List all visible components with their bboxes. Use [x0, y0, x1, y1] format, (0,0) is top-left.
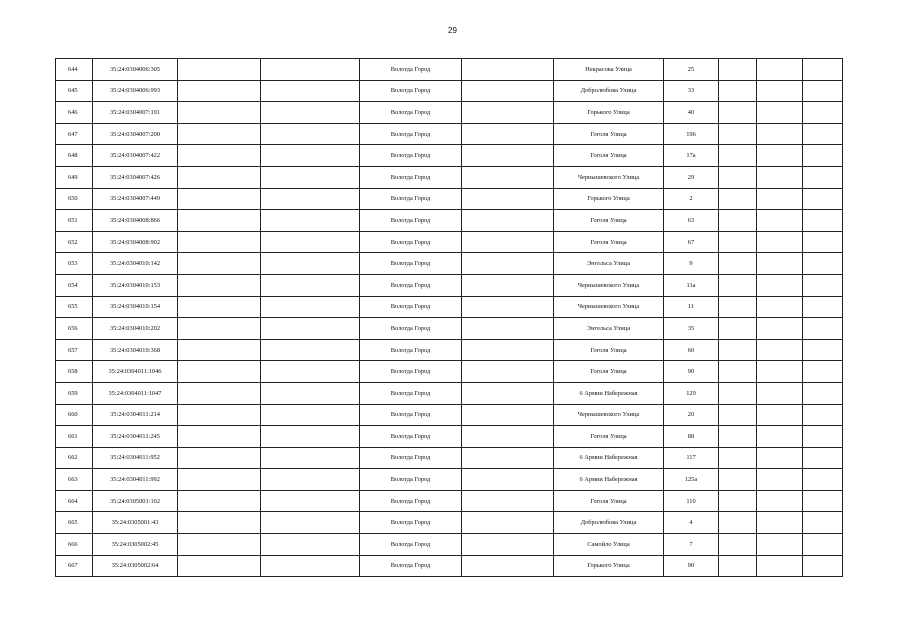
- table-row: [56, 231, 843, 253]
- empty-cell: [462, 426, 554, 448]
- empty-cell: [719, 253, 757, 275]
- empty-cell: [719, 145, 757, 167]
- row-number-cell: 662: [56, 447, 93, 469]
- empty-cell: [719, 382, 757, 404]
- city-cell: Вологда Город: [360, 426, 462, 448]
- empty-cell: [757, 80, 803, 102]
- empty-cell: [462, 296, 554, 318]
- row-number-cell: 644: [56, 59, 93, 81]
- empty-cell: [178, 123, 261, 145]
- table-row: [56, 253, 843, 275]
- empty-cell: [178, 188, 261, 210]
- house-number-cell: 7: [664, 534, 719, 556]
- cadastral-number-cell: 35:24:0304007:200: [93, 123, 178, 145]
- empty-cell: [803, 490, 843, 512]
- empty-cell: [261, 361, 360, 383]
- cadastral-number-cell: 35:24:0304010:368: [93, 339, 178, 361]
- empty-cell: [261, 490, 360, 512]
- empty-cell: [719, 274, 757, 296]
- empty-cell: [803, 426, 843, 448]
- house-number-cell: 63: [664, 210, 719, 232]
- empty-cell: [462, 231, 554, 253]
- street-cell: Добролюбова Улица: [554, 512, 664, 534]
- table-row: [56, 166, 843, 188]
- empty-cell: [462, 59, 554, 81]
- empty-cell: [757, 59, 803, 81]
- empty-cell: [261, 253, 360, 275]
- empty-cell: [462, 274, 554, 296]
- city-cell: Вологда Город: [360, 534, 462, 556]
- table-row: [56, 404, 843, 426]
- street-cell: Чернышевского Улица: [554, 404, 664, 426]
- empty-cell: [178, 318, 261, 340]
- cadastral-number-cell: 35:24:0304010:154: [93, 296, 178, 318]
- empty-cell: [719, 210, 757, 232]
- row-number-cell: 663: [56, 469, 93, 491]
- city-cell: Вологда Город: [360, 166, 462, 188]
- city-cell: Вологда Город: [360, 404, 462, 426]
- empty-cell: [803, 469, 843, 491]
- row-number-cell: 664: [56, 490, 93, 512]
- empty-cell: [178, 534, 261, 556]
- table-row: [56, 80, 843, 102]
- empty-cell: [261, 555, 360, 577]
- empty-cell: [178, 80, 261, 102]
- empty-cell: [719, 231, 757, 253]
- empty-cell: [261, 166, 360, 188]
- street-cell: 6 Армии Набережная: [554, 447, 664, 469]
- empty-cell: [462, 123, 554, 145]
- row-number-cell: 658: [56, 361, 93, 383]
- city-cell: Вологда Город: [360, 382, 462, 404]
- table-row: [56, 102, 843, 124]
- city-cell: Вологда Город: [360, 318, 462, 340]
- empty-cell: [803, 123, 843, 145]
- city-cell: Вологда Город: [360, 555, 462, 577]
- city-cell: Вологда Город: [360, 361, 462, 383]
- row-number-cell: 648: [56, 145, 93, 167]
- street-cell: Чернышевского Улица: [554, 296, 664, 318]
- empty-cell: [462, 339, 554, 361]
- house-number-cell: 129: [664, 382, 719, 404]
- street-cell: Чернышевского Улица: [554, 274, 664, 296]
- row-number-cell: 651: [56, 210, 93, 232]
- empty-cell: [803, 274, 843, 296]
- row-number-cell: 660: [56, 404, 93, 426]
- row-number-cell: 661: [56, 426, 93, 448]
- empty-cell: [757, 274, 803, 296]
- house-number-cell: 60: [664, 339, 719, 361]
- cadastral-number-cell: 35:24:0304007:191: [93, 102, 178, 124]
- street-cell: Гоголя Улица: [554, 490, 664, 512]
- empty-cell: [261, 274, 360, 296]
- empty-cell: [803, 447, 843, 469]
- city-cell: Вологда Город: [360, 469, 462, 491]
- empty-cell: [757, 102, 803, 124]
- street-cell: Добролюбова Улица: [554, 80, 664, 102]
- empty-cell: [719, 59, 757, 81]
- row-number-cell: 646: [56, 102, 93, 124]
- cadastral-number-cell: 35:24:0304011:992: [93, 469, 178, 491]
- cadastral-number-cell: 35:24:0304010:142: [93, 253, 178, 275]
- empty-cell: [462, 210, 554, 232]
- empty-cell: [803, 188, 843, 210]
- empty-cell: [757, 404, 803, 426]
- empty-cell: [719, 361, 757, 383]
- empty-cell: [719, 80, 757, 102]
- table-row: [56, 339, 843, 361]
- city-cell: Вологда Город: [360, 512, 462, 534]
- empty-cell: [261, 404, 360, 426]
- city-cell: Вологда Город: [360, 80, 462, 102]
- empty-cell: [803, 404, 843, 426]
- empty-cell: [178, 490, 261, 512]
- empty-cell: [462, 253, 554, 275]
- empty-cell: [261, 210, 360, 232]
- table-row: [56, 296, 843, 318]
- empty-cell: [757, 123, 803, 145]
- row-number-cell: 652: [56, 231, 93, 253]
- empty-cell: [178, 102, 261, 124]
- cadastral-number-cell: 35:24:0304007:422: [93, 145, 178, 167]
- empty-cell: [178, 253, 261, 275]
- empty-cell: [261, 296, 360, 318]
- table-row: [56, 447, 843, 469]
- empty-cell: [803, 339, 843, 361]
- house-number-cell: 125а: [664, 469, 719, 491]
- cadastral-table: [55, 58, 843, 577]
- cadastral-number-cell: 35:24:0304010:202: [93, 318, 178, 340]
- empty-cell: [178, 210, 261, 232]
- house-number-cell: 4: [664, 512, 719, 534]
- empty-cell: [462, 102, 554, 124]
- empty-cell: [803, 166, 843, 188]
- city-cell: Вологда Город: [360, 253, 462, 275]
- empty-cell: [178, 166, 261, 188]
- street-cell: Гоголя Улица: [554, 123, 664, 145]
- city-cell: Вологда Город: [360, 339, 462, 361]
- empty-cell: [178, 404, 261, 426]
- empty-cell: [462, 447, 554, 469]
- table-row: [56, 361, 843, 383]
- table-row: [56, 145, 843, 167]
- street-cell: Горького Улица: [554, 102, 664, 124]
- empty-cell: [719, 318, 757, 340]
- city-cell: Вологда Город: [360, 296, 462, 318]
- table-row: [56, 59, 843, 81]
- empty-cell: [757, 361, 803, 383]
- empty-cell: [757, 188, 803, 210]
- empty-cell: [261, 469, 360, 491]
- cadastral-number-cell: 35:24:0305001:43: [93, 512, 178, 534]
- row-number-cell: 656: [56, 318, 93, 340]
- street-cell: Энгельса Улица: [554, 253, 664, 275]
- empty-cell: [803, 318, 843, 340]
- cadastral-number-cell: 35:24:0304006:305: [93, 59, 178, 81]
- empty-cell: [261, 59, 360, 81]
- house-number-cell: 20: [664, 404, 719, 426]
- house-number-cell: 9: [664, 253, 719, 275]
- empty-cell: [757, 296, 803, 318]
- street-cell: Некрасова Улица: [554, 59, 664, 81]
- house-number-cell: 29: [664, 166, 719, 188]
- empty-cell: [178, 361, 261, 383]
- row-number-cell: 649: [56, 166, 93, 188]
- city-cell: Вологда Город: [360, 59, 462, 81]
- empty-cell: [757, 555, 803, 577]
- empty-cell: [719, 534, 757, 556]
- house-number-cell: 17а: [664, 145, 719, 167]
- empty-cell: [719, 166, 757, 188]
- empty-cell: [261, 447, 360, 469]
- cadastral-number-cell: 35:24:0304008:902: [93, 231, 178, 253]
- cadastral-number-cell: 35:24:0304011:1047: [93, 382, 178, 404]
- empty-cell: [462, 512, 554, 534]
- empty-cell: [719, 404, 757, 426]
- empty-cell: [803, 210, 843, 232]
- empty-cell: [178, 447, 261, 469]
- cadastral-number-cell: 35:24:0304006:993: [93, 80, 178, 102]
- cadastral-number-cell: 35:24:0304010:153: [93, 274, 178, 296]
- table-row: [56, 188, 843, 210]
- empty-cell: [803, 145, 843, 167]
- cadastral-number-cell: 35:24:0305002:64: [93, 555, 178, 577]
- city-cell: Вологда Город: [360, 490, 462, 512]
- house-number-cell: 110: [664, 490, 719, 512]
- table-row: [56, 210, 843, 232]
- empty-cell: [803, 361, 843, 383]
- house-number-cell: 11: [664, 296, 719, 318]
- empty-cell: [719, 555, 757, 577]
- city-cell: Вологда Город: [360, 447, 462, 469]
- street-cell: Гоголя Улица: [554, 426, 664, 448]
- city-cell: Вологда Город: [360, 102, 462, 124]
- house-number-cell: 25: [664, 59, 719, 81]
- empty-cell: [757, 490, 803, 512]
- empty-cell: [261, 123, 360, 145]
- empty-cell: [757, 534, 803, 556]
- empty-cell: [719, 512, 757, 534]
- empty-cell: [178, 296, 261, 318]
- street-cell: Самойло Улица: [554, 534, 664, 556]
- empty-cell: [719, 339, 757, 361]
- empty-cell: [462, 469, 554, 491]
- empty-cell: [178, 426, 261, 448]
- empty-cell: [803, 102, 843, 124]
- empty-cell: [462, 555, 554, 577]
- house-number-cell: 90: [664, 555, 719, 577]
- street-cell: 6 Армии Набережная: [554, 382, 664, 404]
- empty-cell: [261, 318, 360, 340]
- table-row: [56, 512, 843, 534]
- empty-cell: [803, 80, 843, 102]
- street-cell: Горького Улица: [554, 555, 664, 577]
- empty-cell: [178, 555, 261, 577]
- table-body: [56, 59, 843, 577]
- row-number-cell: 659: [56, 382, 93, 404]
- table-row: [56, 274, 843, 296]
- empty-cell: [178, 274, 261, 296]
- row-number-cell: 667: [56, 555, 93, 577]
- empty-cell: [803, 534, 843, 556]
- empty-cell: [757, 469, 803, 491]
- empty-cell: [757, 145, 803, 167]
- city-cell: Вологда Город: [360, 231, 462, 253]
- house-number-cell: 2: [664, 188, 719, 210]
- empty-cell: [462, 166, 554, 188]
- cadastral-number-cell: 35:24:0304011:952: [93, 447, 178, 469]
- empty-cell: [719, 188, 757, 210]
- city-cell: Вологда Город: [360, 210, 462, 232]
- empty-cell: [719, 490, 757, 512]
- street-cell: Гоголя Улица: [554, 210, 664, 232]
- cadastral-number-cell: 35:24:0304007:449: [93, 188, 178, 210]
- city-cell: Вологда Город: [360, 145, 462, 167]
- cadastral-number-cell: 35:24:0304011:214: [93, 404, 178, 426]
- empty-cell: [261, 339, 360, 361]
- city-cell: Вологда Город: [360, 123, 462, 145]
- row-number-cell: 653: [56, 253, 93, 275]
- empty-cell: [462, 534, 554, 556]
- house-number-cell: 117: [664, 447, 719, 469]
- empty-cell: [462, 145, 554, 167]
- empty-cell: [462, 382, 554, 404]
- house-number-cell: 35: [664, 318, 719, 340]
- cadastral-number-cell: 35:24:0304008:866: [93, 210, 178, 232]
- empty-cell: [757, 382, 803, 404]
- table-row: [56, 469, 843, 491]
- empty-cell: [803, 512, 843, 534]
- empty-cell: [719, 102, 757, 124]
- empty-cell: [757, 231, 803, 253]
- street-cell: 6 Армии Набережная: [554, 469, 664, 491]
- empty-cell: [261, 145, 360, 167]
- empty-cell: [261, 102, 360, 124]
- table-row: [56, 382, 843, 404]
- empty-cell: [261, 231, 360, 253]
- empty-cell: [803, 382, 843, 404]
- empty-cell: [719, 426, 757, 448]
- empty-cell: [462, 80, 554, 102]
- house-number-cell: 67: [664, 231, 719, 253]
- empty-cell: [803, 231, 843, 253]
- street-cell: Гоголя Улица: [554, 231, 664, 253]
- empty-cell: [757, 166, 803, 188]
- empty-cell: [178, 339, 261, 361]
- row-number-cell: 650: [56, 188, 93, 210]
- empty-cell: [178, 512, 261, 534]
- empty-cell: [719, 469, 757, 491]
- empty-cell: [803, 59, 843, 81]
- row-number-cell: 657: [56, 339, 93, 361]
- row-number-cell: 647: [56, 123, 93, 145]
- street-cell: Гоголя Улица: [554, 339, 664, 361]
- empty-cell: [261, 426, 360, 448]
- row-number-cell: 645: [56, 80, 93, 102]
- page-number: 29: [448, 26, 457, 35]
- empty-cell: [261, 534, 360, 556]
- empty-cell: [803, 253, 843, 275]
- house-number-cell: 196: [664, 123, 719, 145]
- empty-cell: [757, 210, 803, 232]
- row-number-cell: 666: [56, 534, 93, 556]
- row-number-cell: 655: [56, 296, 93, 318]
- table-row: [56, 555, 843, 577]
- table-row: [56, 534, 843, 556]
- empty-cell: [261, 80, 360, 102]
- house-number-cell: 11а: [664, 274, 719, 296]
- street-cell: Энгельса Улица: [554, 318, 664, 340]
- empty-cell: [757, 447, 803, 469]
- cadastral-number-cell: 35:24:0304011:1046: [93, 361, 178, 383]
- empty-cell: [462, 490, 554, 512]
- empty-cell: [261, 512, 360, 534]
- empty-cell: [261, 382, 360, 404]
- empty-cell: [719, 123, 757, 145]
- empty-cell: [803, 555, 843, 577]
- empty-cell: [462, 361, 554, 383]
- house-number-cell: 90: [664, 361, 719, 383]
- empty-cell: [757, 339, 803, 361]
- empty-cell: [757, 512, 803, 534]
- row-number-cell: 665: [56, 512, 93, 534]
- city-cell: Вологда Город: [360, 188, 462, 210]
- cadastral-number-cell: 35:24:0304011:245: [93, 426, 178, 448]
- street-cell: Чернышевского Улица: [554, 166, 664, 188]
- empty-cell: [178, 382, 261, 404]
- row-number-cell: 654: [56, 274, 93, 296]
- empty-cell: [719, 296, 757, 318]
- empty-cell: [178, 469, 261, 491]
- house-number-cell: 33: [664, 80, 719, 102]
- cadastral-number-cell: 35:24:0305002:45: [93, 534, 178, 556]
- table-row: [56, 123, 843, 145]
- empty-cell: [803, 296, 843, 318]
- table-row: [56, 490, 843, 512]
- street-cell: Гоголя Улица: [554, 145, 664, 167]
- empty-cell: [462, 404, 554, 426]
- empty-cell: [757, 426, 803, 448]
- empty-cell: [178, 231, 261, 253]
- empty-cell: [178, 59, 261, 81]
- table-row: [56, 426, 843, 448]
- house-number-cell: 40: [664, 102, 719, 124]
- empty-cell: [462, 318, 554, 340]
- cadastral-number-cell: 35:24:0305001:102: [93, 490, 178, 512]
- city-cell: Вологда Город: [360, 274, 462, 296]
- empty-cell: [178, 145, 261, 167]
- street-cell: Горького Улица: [554, 188, 664, 210]
- empty-cell: [462, 188, 554, 210]
- house-number-cell: 88: [664, 426, 719, 448]
- empty-cell: [757, 253, 803, 275]
- table-row: [56, 318, 843, 340]
- street-cell: Гоголя Улица: [554, 361, 664, 383]
- empty-cell: [757, 318, 803, 340]
- empty-cell: [719, 447, 757, 469]
- cadastral-number-cell: 35:24:0304007:426: [93, 166, 178, 188]
- empty-cell: [261, 188, 360, 210]
